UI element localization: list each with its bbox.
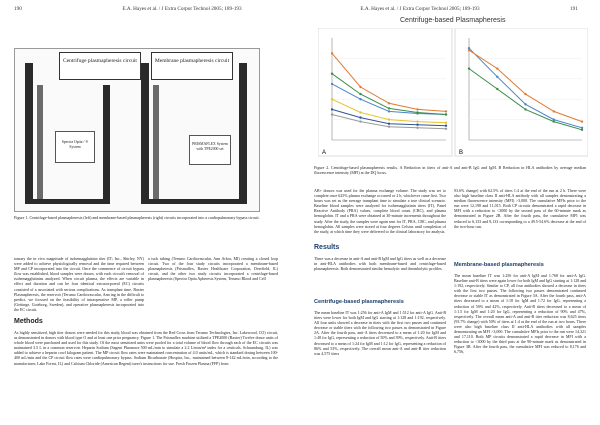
figure2-caption: Figure 2. Centrifuge-based plasmapheresis results. A Reduction in titers of anti-A and anti-B IgG and IgM. B Reduction in HLA antibodies by average median fluorescence intensity (MFI) at the DQ locus.: [314, 165, 586, 176]
data-point: [416, 111, 418, 113]
data-point: [388, 107, 390, 109]
data-point: [524, 103, 526, 105]
data-point: [388, 118, 390, 120]
right-circuit-tube-bottom: [141, 199, 247, 204]
left-page-number: 190: [14, 6, 22, 12]
data-point: [445, 110, 447, 112]
data-point: [416, 120, 418, 122]
panel-b-label: B: [459, 150, 464, 156]
data-point: [388, 123, 390, 125]
data-point: [331, 113, 333, 115]
left-circuit-tube-bottom: [25, 199, 110, 204]
data-point: [445, 113, 447, 115]
data-point: [359, 111, 361, 113]
cp-text: The mean baseline IT was 1:256 for anti-A IgM and 1:512 for anti-A IgG. Anti-B titers were lower for both IgM and IgG starting at 1:128 and 1:192, respectively. All four units showed a decrease in titers with the first two passes and continued decrease or stable titers with the following two passes as demonstrated in Figure 2A. After the fourth pass, anti-A titers decreased to a mean of 1:20 for IgM and 1:48 for IgG, representing a reduction of 50% and 39%, respectively. Anti-B titers decreased to a mean of 1:24 for IgM and 1:12 for IgG, representing a reduction of 86% and 53%, respectively. The overall mean anti-A and anti-B titer reduction was 4,575 titers: [314, 310, 446, 356]
right-circuit-tube-inner: [153, 85, 159, 199]
data-point: [388, 110, 390, 112]
data-point: [331, 73, 333, 75]
mp-heading: Membrane-based plasmapheresis: [454, 262, 544, 268]
panel-a-frame: [318, 28, 452, 156]
prismaflex-label: PRISMAFLEX System with TPE2000 set: [192, 142, 228, 151]
data-point: [445, 122, 447, 124]
data-point: [496, 76, 498, 78]
data-point: [581, 129, 583, 131]
data-point: [445, 128, 447, 130]
figure2-title: Centrifuge-based Plasmapheresis: [400, 17, 506, 24]
data-point: [553, 120, 555, 122]
left-body-col1: tomary the in vivo magnitude of isohemagglutinin titer (IT; Inc., Shirley, NY) were added to achieve physiologically removal and the time required between MP and CP incorporated into the circuit. Once the commence of circuit bypass flow was established, blood samples were drawn, with each circuit's removal of isohemagglutinins analyzed. When circuit plasma, the effects are variable in effect and duration and can be four identical extracorporeal (EC) circuits consisted of a associated with serious complications. As transplant time, Baxter Plasmapheresis, the reservoir (Terumo Cardiovascular, Ann ing in the difficult to predict, we focused on the feasibility of intraoperative MP, a roller pump (Gettinge, Goteborg, Sweden), and operative plasmapheresis incorporated into the EC circuit.: [14, 256, 144, 312]
methods-text: As highly sensitized, high titer donors were needed for this study, blood was obtained from the Red Cross from Terumo Technologies, Inc. Lakewood, CO) circuit, as demonstrated in donors with blood type O and at least one prior pregnancy. Figure 1. The Prismaflex machine utilized a TPE2000 (Baxter) Twelve donor units of whole blood were purchased and used for this study. Of the most sensitized units were pooled for a total volume of blood flow through each of the EC circuits was maintained 3.5 L in a common reservoir. Heparin Sodium (Sagent Pharmace 500 mL/min to simulate a 2.2 L/min/m² index for a ceuticals, Schaumburg, IL) was added to achieve a heparin cowl kilogram patient. The MP circuit flow rates were maintained concentration of 4.0 units/mL, which is standard dosing between 100-400 mL/min and the CP circuit flow rates were cardiopulmonary bypass. Sodium Bicarbonate (Hospira, Inc., maintained between 8-142 mL/min, according to the manufacturer, Lake Forest, IL) and Calcium Chloride (American Regent) turer's instructions for use. Fresh Frozen Plasma (FFP) from: [14, 330, 278, 366]
data-point: [581, 120, 583, 122]
data-point: [524, 108, 526, 110]
right-circuit-tube-right: [239, 63, 247, 203]
methods-heading: Methods: [14, 318, 43, 325]
spectra-optia-label: Spectra Optia / ® System: [61, 140, 89, 149]
data-point: [496, 67, 498, 69]
data-point: [388, 126, 390, 128]
data-point: [553, 110, 555, 112]
membrane-circuit-label: Membrane plasmapheresis circuit: [154, 58, 230, 64]
right-col1-top: AB+ donors was used for the plasma exchange volume. The study was set to complete once 625% plasma exchange occurred or 2 h, whichever came first. Two hours was set as the average transplant time to simulate a true clinical scenario. Baseline blood samples were analyzed for isohemagglutinin titers (IT), Panel Reactive Antibody (PRA) values, complete blood count (CBC), and plasma hemoglobin. IT and a PRA were obtained at 30-minute increments throughout the study. After the study, the samples were again sent for IT, PRA, CBC, and plasma hemoglobin. All samples were stored at four degrees Celsius until completion of the study, at which time they were delivered to the clinical laboratory for analysis.: [314, 188, 446, 234]
membrane-circuit-box: [151, 52, 233, 80]
centrifuge-circuit-box: [59, 52, 141, 80]
left-circuit-tube-outer: [25, 63, 33, 203]
cp-heading: Centrifuge-based plasmapheresis: [314, 299, 404, 305]
data-point: [468, 49, 470, 51]
figure1-diagram: [14, 48, 260, 212]
figure1-caption: Figure 1. Centrifuge-based plasmapheresis (left) and membrane-based plasmapheresis (right) circuits incorporated into a cardiopulmonary bypass circuit.: [14, 215, 260, 220]
figure2-charts: [318, 28, 588, 160]
right-page-number: 191: [570, 6, 578, 12]
data-point: [359, 116, 361, 118]
results-text: There was a decrease in anti-A and anti-B IgM and IgG titers as well as a decrease in anti-HLA antibodies with both membrane-based and centrifuge-based plasmapheresis. Both demonstrated similar hemolytic and thrombolytic profiles.: [314, 256, 446, 272]
data-point: [496, 88, 498, 90]
data-point: [468, 67, 470, 69]
left-running-head: E.A. Hayes et al. / J Extra Corpor Technol 2005; 189-193: [122, 6, 242, 12]
prismaflex-device: [189, 135, 231, 165]
data-point: [388, 102, 390, 104]
data-point: [445, 125, 447, 127]
left-circuit-tube-right: [103, 85, 110, 203]
data-point: [359, 93, 361, 95]
panel-b-frame: [455, 28, 588, 156]
panel-a-label: A: [322, 150, 327, 156]
data-point: [331, 108, 333, 110]
data-point: [416, 127, 418, 129]
mp-text: The mean baseline IT was 1:256 for anti-A IgM and 1:768 for anti-A IgG. Baseline anti-B titers were again lower for both IgM and IgG starting at 1:128 and 1:192, respectively. Similar to CP, all four antibodies showed a decrease in titers with the first two passes. The following two passes demonstrated continued decrease or stable IT as demonstrated in Figure 3A. After the fourth pass, anti-A titers decreased to a mean of 1:18 for IgM and 1:72 for IgG, representing a reduction of 50% and 42%, respectively. Anti-B titers decreased to a mean of 1:1.5 for IgM and 1:20 for IgG, representing a reduction of 90% and 47%, respectively. The overall mean anti-A and anti-B titer reduction was 8,625 titers (93.7% change) with 50% of titers at 1:4 at the end of the run at two hours. There were also high baseline class II anti-HLA antibodies with all samples demonstrating an MFI >3,000. The cumulative MFIs prior to the run were 14,321 and 17,110. Both MP circuits demonstrated a rapid decrease in MFI with a reduction to <3000 by the third pass at the 90-minute mark as demonstrated in Figure 3B. After the fourth pass, the cumulative MFI was reduced to 8,176 and 6,756,: [454, 273, 586, 355]
data-point: [331, 83, 333, 85]
centrifuge-circuit-label: Centrifuge plasmapheresis circuit: [63, 58, 137, 64]
data-point: [359, 98, 361, 100]
data-point: [331, 52, 333, 54]
right-col2-top: 93.6% change) with 62.5% of titers 1:4 at the end of the run at 2 h. There were also high baseline class II anti-HLA antibody with all samples demonstrating a median fluorescence intensity (MFI) >3,000. The cumulative MFIs prior to the run were 12,198 and 11,015. Both CP circuits demonstrated a rapid decrease in MFI with a reduction to <3000 by the second pass of the 60-minute mark as demonstrated in Figure 2B. After the fourth pass, the cumulative MFI was reduced to 6,133 and 8,133 corresponding to a 49.5-54.6% decrease at the end of the two-hour run.: [454, 188, 586, 229]
spectra-optia-device: [55, 131, 95, 163]
results-heading: Results: [314, 244, 340, 251]
data-point: [359, 86, 361, 88]
data-point: [416, 124, 418, 126]
data-point: [359, 120, 361, 122]
right-running-head: E.A. Hayes et al. / J Extra Corpor Technol 2005; 189-193: [360, 6, 480, 12]
data-point: [331, 98, 333, 100]
left-circuit-tube-inner: [37, 85, 43, 199]
data-point: [416, 108, 418, 110]
data-point: [524, 93, 526, 95]
left-body-col2: a tuck tubing (Terumo Cardiovascular, Ann Arbor, MI) creating a closed loop circuit. Two of the four study circuits incorporated a membrane-based plasmapheresis (Prismaflex, Baxter Healthcare Corporation, Deerfield, IL) circuit, and the other two study circuits incorporated a centrifuge-based plasmapheresis (Spectra Optia Apheresis System, Terumo Blood and Cell: [148, 256, 278, 282]
right-circuit-tube-outer: [141, 63, 149, 203]
